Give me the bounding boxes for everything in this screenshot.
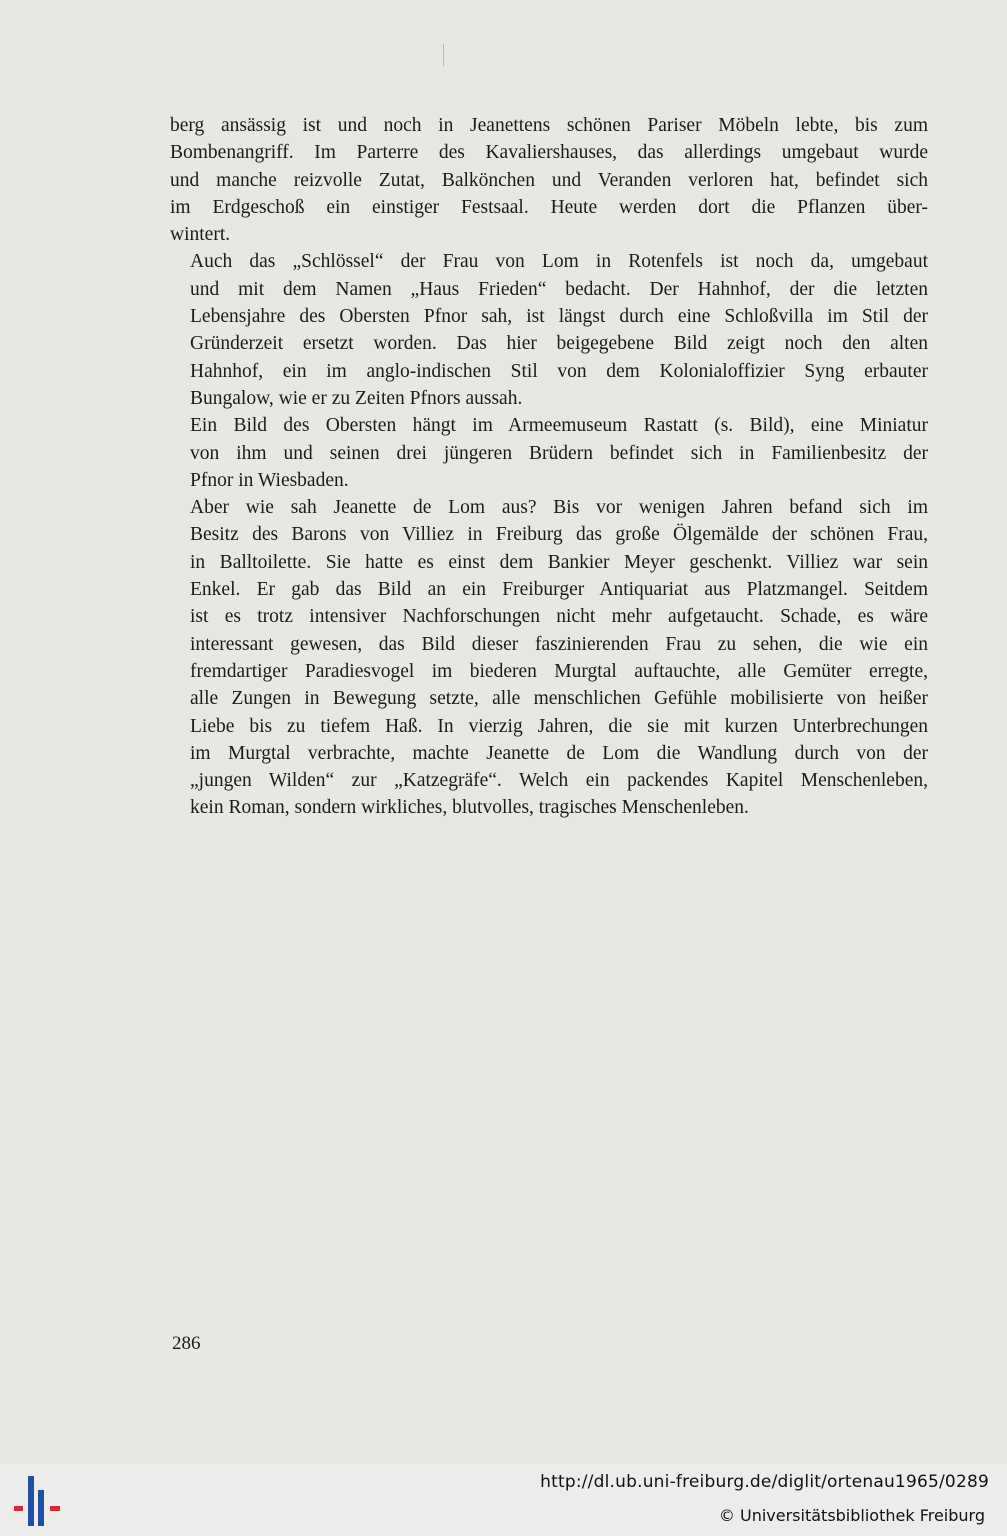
- text-line: im Erdgeschoß ein einstiger Festsaal. Heute werden dort die Pflanzen über-: [170, 196, 928, 218]
- text-line: fremdartiger Paradiesvogel im biederen Murgtal auftauchte, alle Gemüter erregte,: [190, 660, 928, 682]
- ub-freiburg-logo-icon[interactable]: [12, 1476, 64, 1526]
- copyright-notice: © Universitätsbibliothek Freiburg: [718, 1506, 985, 1525]
- gutter-mark: [443, 44, 444, 66]
- page-number: 286: [172, 1333, 201, 1354]
- text-line: in Balltoilette. Sie hatte es einst dem Bankier Meyer geschenkt. Villiez war sein: [190, 551, 928, 573]
- text-line: Enkel. Er gab das Bild an ein Freiburger Antiquariat aus Platzmangel. Seitdem: [190, 579, 928, 601]
- text-line: Aber wie sah Jeanette de Lom aus? Bis vor wenigen Jahren befand sich im: [190, 497, 928, 519]
- text-line: Ein Bild des Obersten hängt im Armeemuseum Rastatt (s. Bild), eine Miniatur: [190, 415, 928, 437]
- text-line: Auch das „Schlössel“ der Frau von Lom in Rotenfels ist noch da, umgebaut: [190, 251, 928, 273]
- text-line: kein Roman, sondern wirkliches, blutvolles, tragisches Menschenleben.: [190, 797, 749, 819]
- body-text: [170, 112, 928, 822]
- text-line: und mit dem Namen „Haus Frieden“ bedacht. Der Hahnhof, der die letzten: [190, 278, 928, 300]
- text-line: Lebensjahre des Obersten Pfnor sah, ist längst durch eine Schloßvilla im Stil der: [190, 306, 928, 328]
- text-line: Hahnhof, ein im anglo-indischen Stil von dem Kolonialoffizier Syng erbauter: [190, 360, 928, 382]
- text-line: Bombenangriff. Im Parterre des Kavaliershauses, das allerdings umgebaut wurde: [170, 142, 928, 164]
- paragraph: [170, 412, 928, 494]
- text-line: im Murgtal verbrachte, machte Jeanette de Lom die Wandlung durch von der: [190, 742, 928, 764]
- text-line: und manche reizvolle Zutat, Balkönchen und Veranden verloren hat, befindet sich: [170, 169, 928, 191]
- text-line: berg ansässig ist und noch in Jeanettens schönen Pariser Möbeln lebte, bis zum: [170, 115, 928, 136]
- paragraph: [170, 494, 928, 822]
- text-line: Bungalow, wie er zu Zeiten Pfnors aussah.: [190, 387, 523, 409]
- text-line: Liebe bis zu tiefem Haß. In vierzig Jahren, die sie mit kurzen Unterbrechungen: [190, 715, 928, 737]
- text-line: interessant gewesen, das Bild dieser faszinierenden Frau zu sehen, die wie ein: [190, 633, 928, 655]
- text-line: wintert.: [170, 224, 231, 246]
- viewer-footer: [0, 1464, 1007, 1536]
- text-line: alle Zungen in Bewegung setzte, alle menschlichen Gefühle mobilisierte von heißer: [190, 688, 928, 710]
- text-line: Besitz des Barons von Villiez in Freiburg das große Ölgemälde der schönen Frau,: [190, 524, 928, 546]
- text-line: „jungen Wilden“ zur „Katzegräfe“. Welch ein packendes Kapitel Menschenleben,: [190, 770, 928, 792]
- text-line: Pfnor in Wiesbaden.: [190, 469, 349, 491]
- text-line: ist es trotz intensiver Nachforschungen nicht mehr aufgetaucht. Schade, es wäre: [190, 606, 928, 628]
- paragraph: [170, 248, 928, 412]
- permalink-url[interactable]: http://dl.ub.uni-freiburg.de/diglit/ortenau1965/0289: [540, 1472, 989, 1492]
- paragraph: [170, 112, 928, 248]
- text-line: Gründerzeit ersetzt worden. Das hier beigegebene Bild zeigt noch den alten: [190, 333, 928, 355]
- text-line: von ihm und seinen drei jüngeren Brüdern befindet sich in Familienbesitz der: [190, 442, 928, 464]
